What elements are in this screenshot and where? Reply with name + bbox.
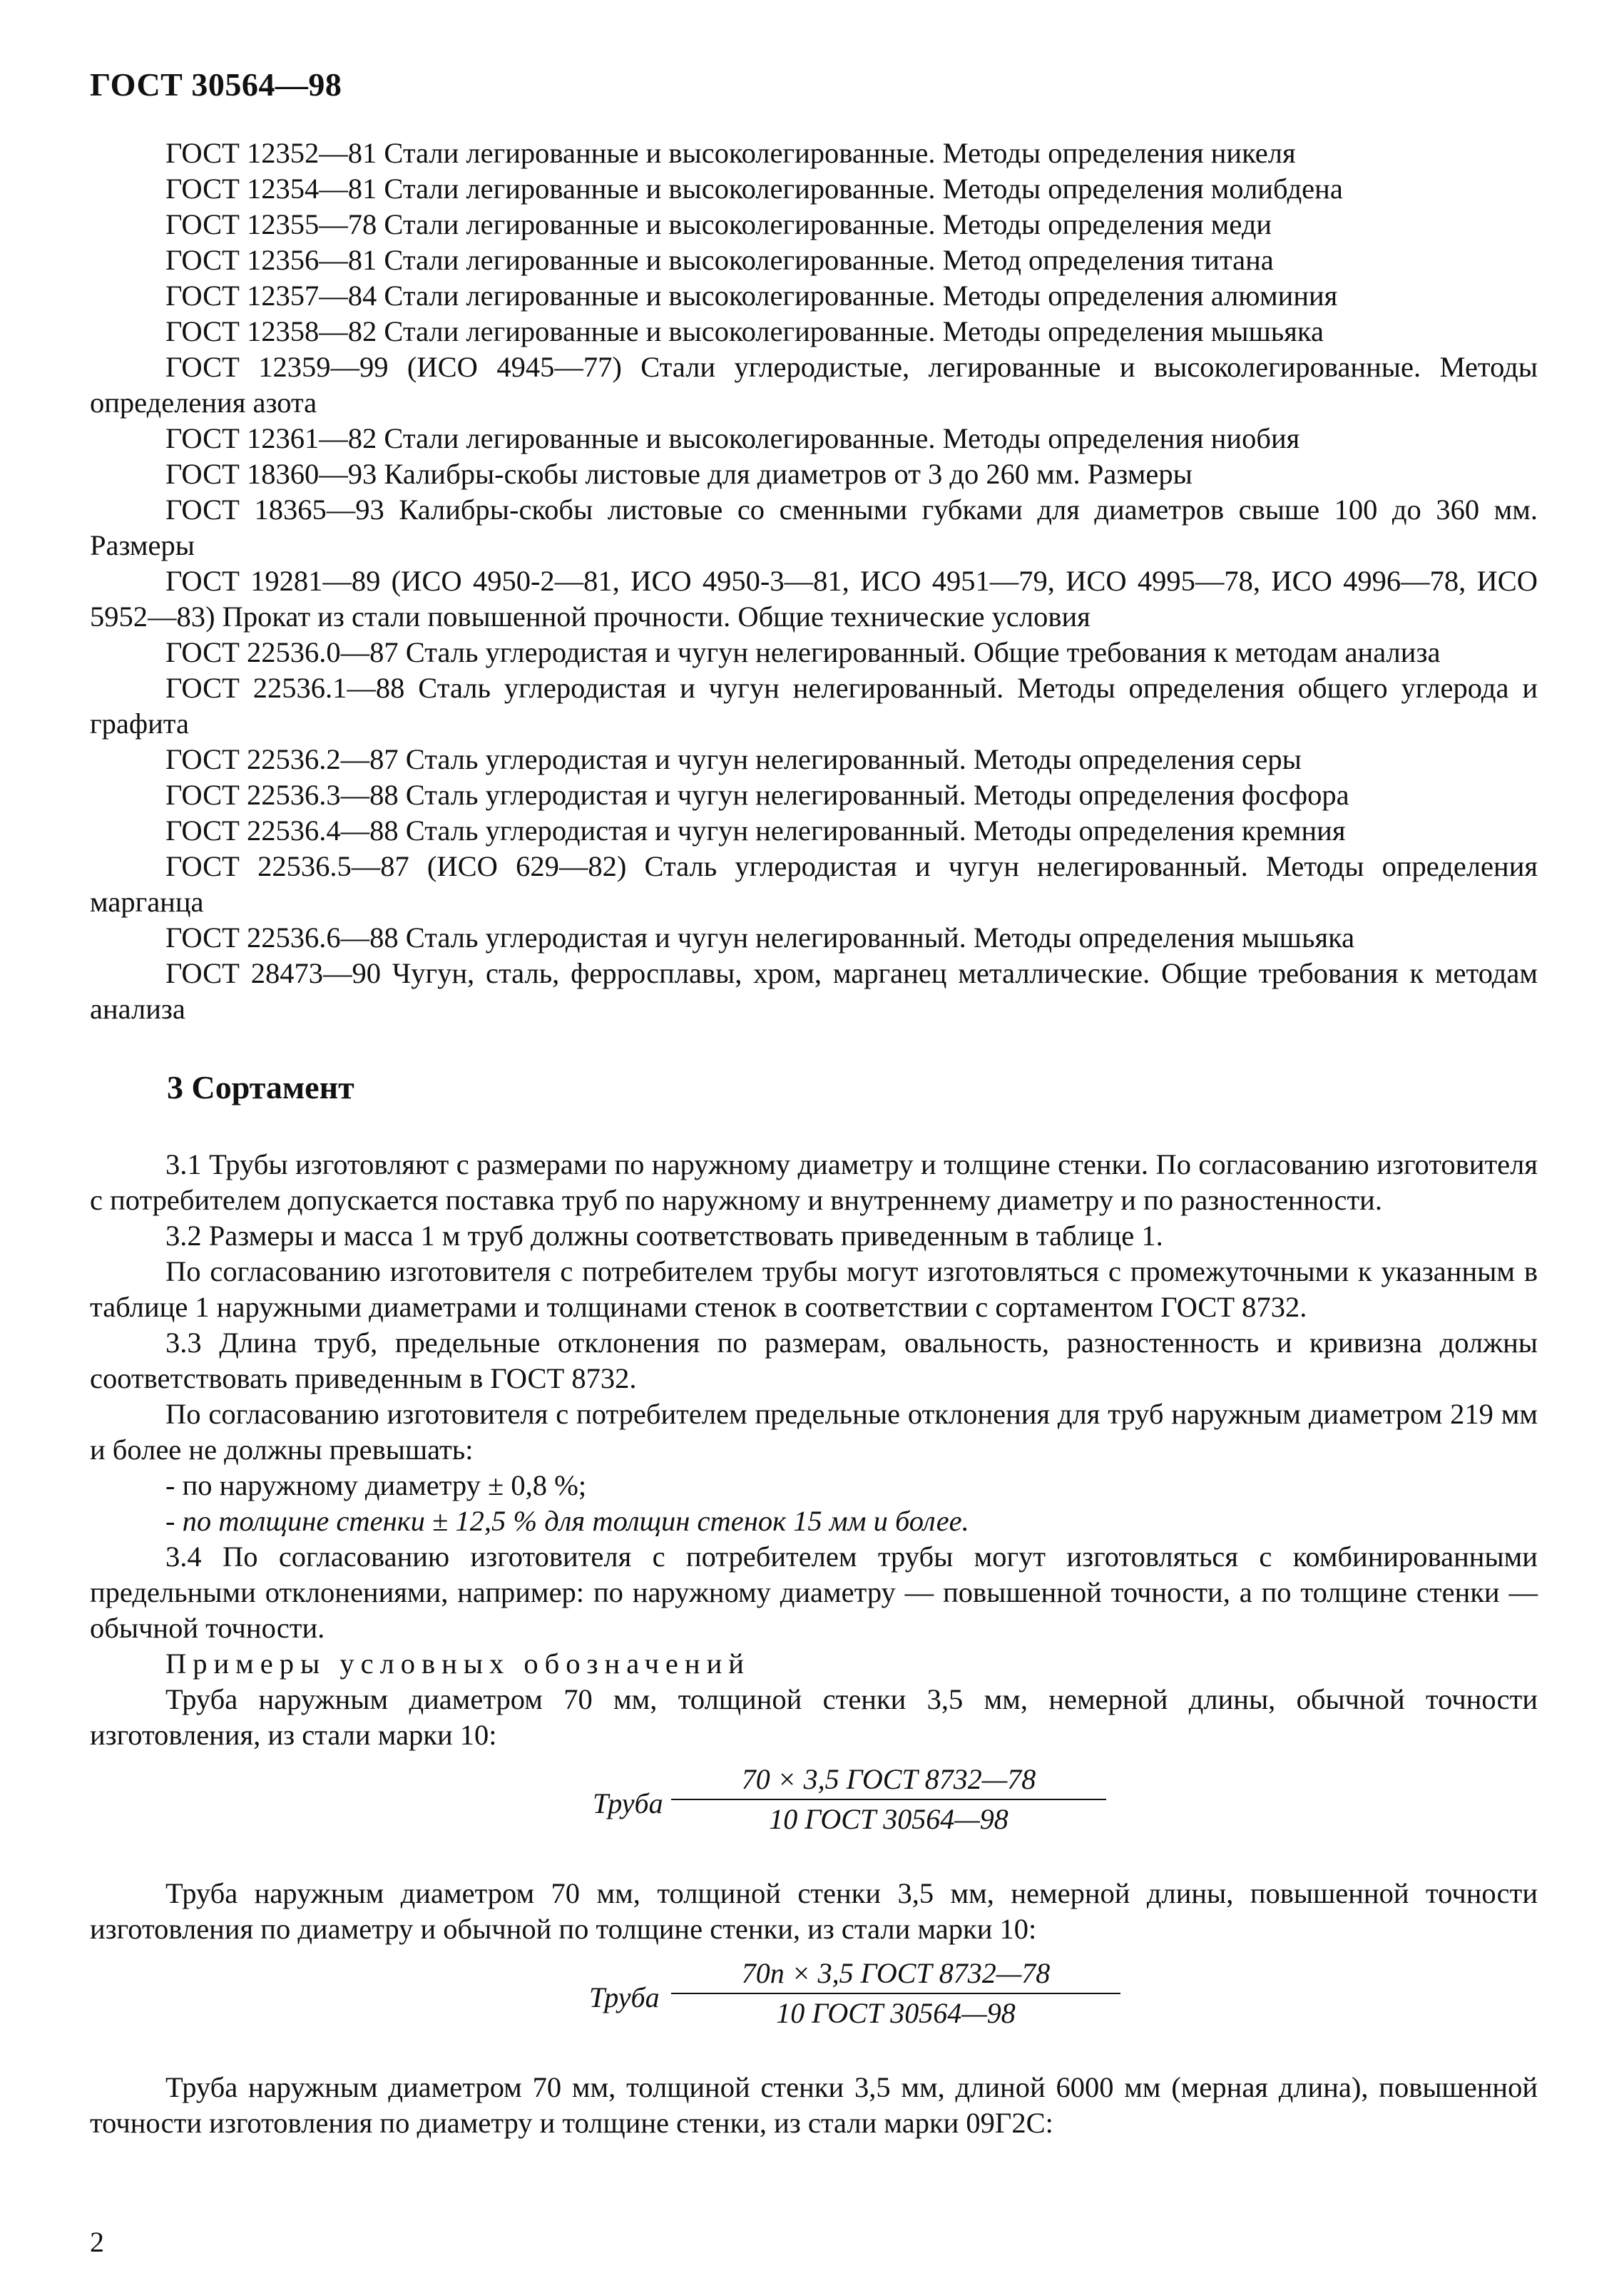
paragraph-3-3-note: По согласованию изготовителя с потребителем предельные отклонения для труб наружным диаметром 219 мм и более не должны превышать: (90, 1398, 1538, 1466)
reference-entry: ГОСТ 22536.0—87 Сталь углеродистая и чугун нелегированный. Общие требования к методам анализа (165, 636, 1441, 668)
formula-denominator: 10 ГОСТ 30564—98 (776, 1997, 1016, 2029)
example-1-text: Труба наружным диаметром 70 мм, толщиной стенки 3,5 мм, немерной длины, обычной точности изготовления, из стали марки 10: (90, 1683, 1538, 1751)
body-text (90, 136, 1538, 2141)
formula-numerator: 70п × 3,5 ГОСТ 8732—78 (671, 1956, 1120, 1994)
section-heading: 3 Сортамент (167, 1069, 354, 1105)
reference-entry: ГОСТ 12355—78 Стали легированные и высоколегированные. Методы определения меди (165, 208, 1272, 240)
formula-lead: Труба (593, 1787, 663, 1819)
page-number: 2 (90, 2226, 104, 2258)
formula-fraction (671, 1956, 1120, 2031)
example-2-text: Труба наружным диаметром 70 мм, толщиной стенки 3,5 мм, немерной длины, повышенной точности изготовления по диаметру и обычной по толщине стенки, из стали марки 10: (90, 1877, 1538, 1945)
reference-entry: ГОСТ 18365—93 Калибры-скобы листовые со сменными губками для диаметров свыше 100 до 360 мм. Размеры (90, 494, 1538, 561)
designation-formula-2 (90, 1953, 1538, 2047)
reference-entry: ГОСТ 22536.5—87 (ИСО 629—82) Сталь углеродистая и чугун нелегированный. Методы определения марганца (90, 850, 1538, 918)
reference-entry: ГОСТ 22536.6—88 Сталь углеродистая и чугун нелегированный. Методы определения мышьяка (165, 921, 1355, 954)
reference-entry: ГОСТ 12358—82 Стали легированные и высоколегированные. Методы определения мышьяка (165, 315, 1324, 347)
paragraph-3-2-note: По согласованию изготовителя с потребителем трубы могут изготовляться с промежуточными к указанным в таблице 1 наружными диаметрами и толщинами стенок в соответствии с сортаментом ГОСТ 8732. (90, 1255, 1538, 1323)
reference-entry: ГОСТ 12356—81 Стали легированные и высоколегированные. Метод определения титана (165, 244, 1274, 276)
paragraph-3-4: 3.4 По согласованию изготовителя с потребителем трубы могут изготовляться с комбинированными предельными отклонениями, например: по наружному диаметру — повышенной точности, а по толщине стенки — обычной точности. (90, 1541, 1538, 1644)
formula-numerator: 70 × 3,5 ГОСТ 8732—78 (671, 1762, 1106, 1800)
designation-formula-1 (90, 1759, 1538, 1853)
deviation-item-wall: - по толщине стенки ± 12,5 % для толщин стенок 15 мм и более. (165, 1505, 969, 1537)
reference-entry: ГОСТ 22536.4—88 Сталь углеродистая и чугун нелегированный. Методы определения кремния (165, 814, 1346, 847)
reference-entry: ГОСТ 22536.3—88 Сталь углеродистая и чугун нелегированный. Методы определения фосфора (165, 779, 1349, 811)
examples-heading: Примеры условных обозначений (165, 1648, 750, 1680)
reference-entry: ГОСТ 12359—99 (ИСО 4945—77) Стали углеродистые, легированные и высоколегированные. Методы определения азота (90, 351, 1538, 419)
example-3-text: Труба наружным диаметром 70 мм, толщиной стенки 3,5 мм, длиной 6000 мм (мерная длина), повышенной точности изготовления по диаметру и толщине стенки, из стали марки 09Г2С: (90, 2071, 1538, 2139)
formula-fraction (671, 1762, 1106, 1837)
deviation-item-diameter: - по наружному диаметру ± 0,8 %; (165, 1469, 587, 1501)
paragraph-3-3: 3.3 Длина труб, предельные отклонения по размерам, овальность, разностенность и кривизна должны соответствовать приведенным в ГОСТ 8732. (90, 1327, 1538, 1394)
paragraph-3-1: 3.1 Трубы изготовляют с размерами по наружному диаметру и толщине стенки. По согласованию изготовителя с потребителем допускается поставка труб по наружному и внутреннему диаметру и по разностенности. (90, 1148, 1538, 1216)
reference-entry: ГОСТ 18360—93 Калибры-скобы листовые для диаметров от 3 до 260 мм. Размеры (165, 458, 1193, 490)
formula-lead: Труба (589, 1981, 660, 2013)
running-header: ГОСТ 30564—98 (90, 66, 342, 103)
paragraph-3-2: 3.2 Размеры и масса 1 м труб должны соответствовать приведенным в таблице 1. (165, 1220, 1163, 1252)
reference-entry: ГОСТ 22536.2—87 Сталь углеродистая и чугун нелегированный. Методы определения серы (165, 743, 1302, 775)
reference-list (90, 136, 1538, 1027)
reference-entry: ГОСТ 12352—81 Стали легированные и высоколегированные. Методы определения никеля (165, 137, 1296, 169)
reference-entry: ГОСТ 19281—89 (ИСО 4950-2—81, ИСО 4950-3—81, ИСО 4951—79, ИСО 4995—78, ИСО 4996—78, ИСО 5952—83) Прокат из стали повышенной прочности. Общие технические условия (90, 565, 1538, 633)
reference-entry: ГОСТ 12354—81 Стали легированные и высоколегированные. Методы определения молибдена (165, 173, 1343, 205)
reference-entry: ГОСТ 12361—82 Стали легированные и высоколегированные. Методы определения ниобия (165, 422, 1300, 454)
reference-entry: ГОСТ 28473—90 Чугун, сталь, ферросплавы, хром, марганец металлические. Общие требования к методам анализа (90, 957, 1538, 1025)
formula-denominator: 10 ГОСТ 30564—98 (769, 1803, 1008, 1835)
reference-entry: ГОСТ 22536.1—88 Сталь углеродистая и чугун нелегированный. Методы определения общего углерода и графита (90, 672, 1538, 740)
reference-entry: ГОСТ 12357—84 Стали легированные и высоколегированные. Методы определения алюминия (165, 280, 1338, 312)
